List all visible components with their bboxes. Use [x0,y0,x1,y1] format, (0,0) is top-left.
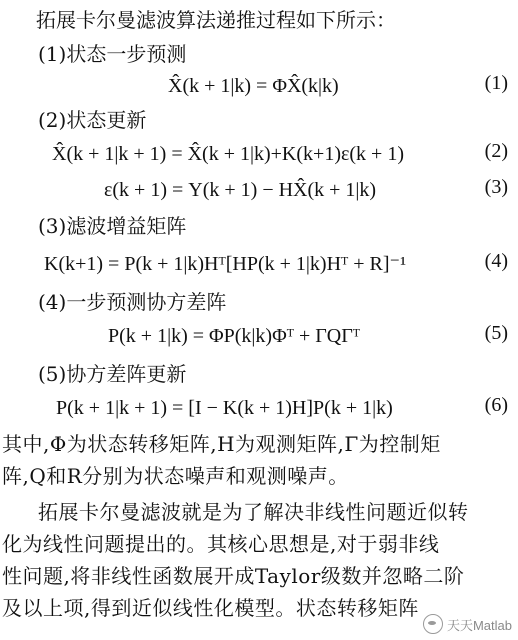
equation-number-3: (3) [484,176,508,198]
equation-number-1: (1) [484,72,508,94]
paragraph-line-3: 性问题,将非线性函数展开成Taylor级数并忽略二阶 [2,564,465,588]
watermark-text: 天天Matlab [446,617,512,633]
definition-line-2: 阵,Q和R分别为状态噪声和观测噪声。 [2,464,349,488]
paragraph-line-1: 拓展卡尔曼滤波就是为了解决非线性问题近似转 [38,500,469,524]
step3-heading: (3)滤波增益矩阵 [38,214,187,238]
equation-3: ε(k + 1) = Y(k + 1) − HX̂(k + 1|k) [104,179,377,201]
paragraph-line-2: 化为线性问题提出的。其核心思想是,对于弱非线 [2,532,440,556]
intro-text: 拓展卡尔曼滤波算法递推过程如下所示： [36,8,396,32]
watermark [423,614,512,634]
step4-heading: (4)一步预测协方差阵 [38,290,227,314]
equation-4: K(k+1) = P(k + 1|k)Hᵀ[HP(k + 1|k)Hᵀ + R]⁻¹ [44,253,407,275]
wechat-icon [423,614,443,634]
definition-line-1: 其中,Φ为状态转移矩阵,H为观测矩阵,Γ为控制矩 [2,432,441,456]
equation-1: X̂(k + 1|k) = ΦX̂(k|k) [168,75,339,97]
equation-5: P(k + 1|k) = ΦP(k|k)Φᵀ + ΓQΓᵀ [108,325,361,347]
equation-number-5: (5) [484,322,508,344]
step5-heading: (5)协方差阵更新 [38,362,187,386]
equation-6: P(k + 1|k + 1) = [I − K(k + 1)H]P(k + 1|k) [56,397,393,419]
equation-2: X̂(k + 1|k + 1) = X̂(k + 1|k)+K(k+1)ε(k + 1) [52,143,404,165]
paragraph-line-4: 及以上项,得到近似线性化模型。状态转移矩阵 [2,596,419,620]
equation-number-2: (2) [484,140,508,162]
equation-number-4: (4) [484,250,508,272]
step2-heading: (2)状态更新 [38,108,147,132]
equation-number-6: (6) [484,394,508,416]
step1-heading: (1)状态一步预测 [38,42,187,66]
